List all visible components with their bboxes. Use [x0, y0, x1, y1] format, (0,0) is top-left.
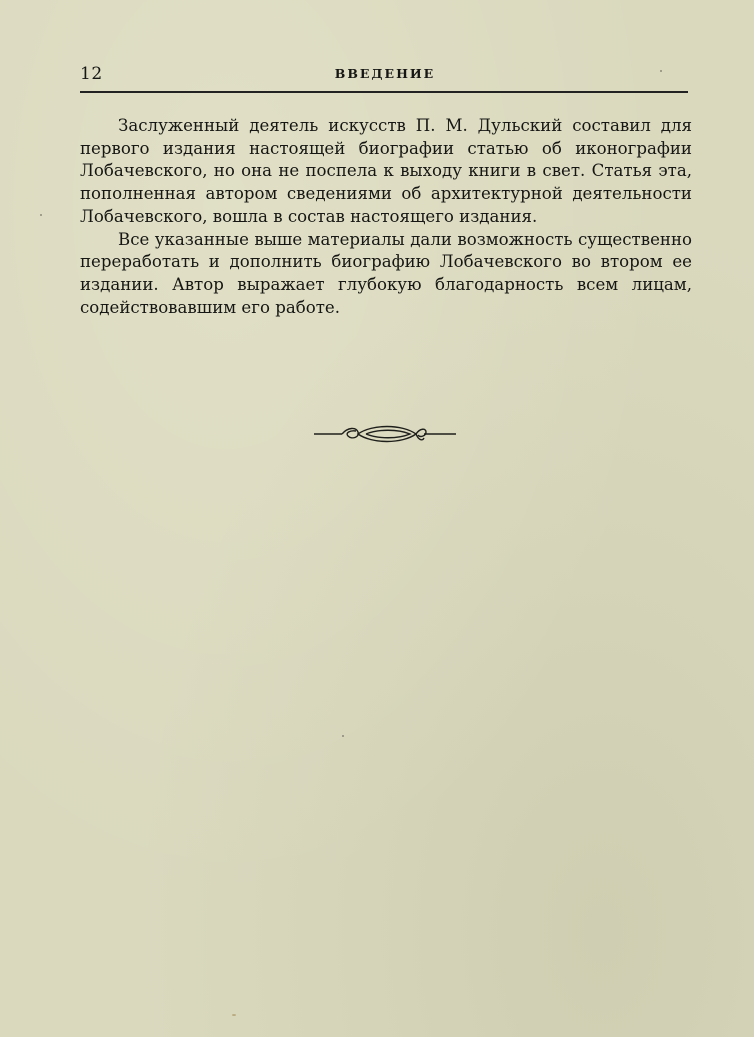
paper-speck	[232, 1014, 236, 1016]
body-text	[80, 115, 692, 319]
page-number: 12	[80, 64, 103, 84]
page-header	[80, 60, 690, 90]
header-rule	[80, 91, 688, 93]
paragraph-2: Все указанные выше материалы дали возможность существенно переработать и дополнить биографию Лобачевского во втором ее издании. Автор выражает глубокую благодарность всем лицам, содействовавшим его работе.	[80, 229, 692, 317]
running-head: ВВЕДЕНИЕ	[334, 66, 436, 81]
paper-speck	[342, 735, 344, 737]
paper-speck	[660, 70, 662, 72]
paper-speck	[40, 214, 42, 216]
flourish-ornament-icon	[312, 422, 458, 446]
paragraph-1: Заслуженный деятель искусств П. М. Дульский составил для первого издания настоящей биографии статью об иконографии Лобачевского, но она не поспела к выходу книги в свет. Статья эта, пополненная автором сведениями об архитектурной деятельности Лобачевского, вошла в состав настоящего издания.	[80, 116, 692, 226]
